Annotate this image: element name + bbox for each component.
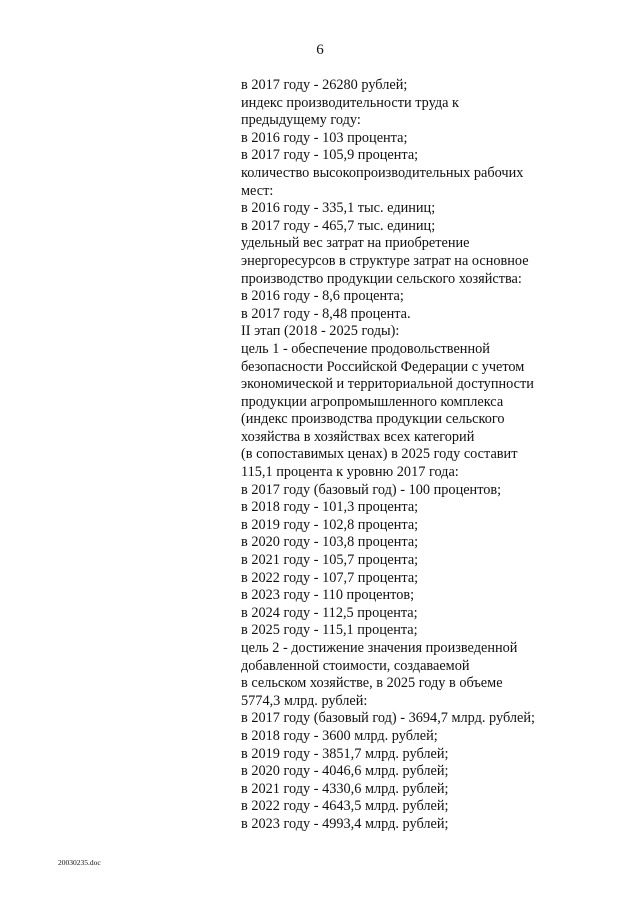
text-line: в 2016 году - 8,6 процента; <box>241 288 404 305</box>
text-line: удельный вес затрат на приобретение <box>241 235 470 252</box>
text-line: в 2023 году - 110 процентов; <box>241 587 415 604</box>
text-line: мест: <box>241 182 274 199</box>
text-line: в 2017 году (базовый год) - 100 процентов; <box>241 481 502 498</box>
text-line: в 2017 году - 105,9 процента; <box>241 147 419 164</box>
text-line: в 2021 году - 4330,6 млрд. рублей; <box>241 780 449 797</box>
text-line: в 2021 году - 105,7 процента; <box>241 552 419 569</box>
text-line: (в сопоставимых ценах) в 2025 году составит <box>241 446 518 463</box>
text-line: в 2017 году - 8,48 процента. <box>241 305 411 322</box>
text-line: 5774,3 млрд. рублей: <box>241 692 368 709</box>
text-line: в 2017 году (базовый год) - 3694,7 млрд. рублей; <box>241 710 535 727</box>
text-line: цель 1 - обеспечение продовольственной <box>241 340 490 357</box>
text-line: в 2016 году - 103 процента; <box>241 129 408 146</box>
text-line: в 2020 году - 103,8 процента; <box>241 534 419 551</box>
text-line: в сельском хозяйстве, в 2025 году в объеме <box>241 675 503 692</box>
text-line: в 2020 году - 4046,6 млрд. рублей; <box>241 763 449 780</box>
text-line: в 2019 году - 102,8 процента; <box>241 516 419 533</box>
text-line: (индекс производства продукции сельского <box>241 411 505 428</box>
page-number: 6 <box>316 42 324 58</box>
text-line: в 2018 году - 3600 млрд. рублей; <box>241 727 438 744</box>
text-line: предыдущему году: <box>241 112 361 129</box>
text-line: хозяйства в хозяйствах всех категорий <box>241 428 475 445</box>
text-line: количество высокопроизводительных рабочих <box>241 164 524 181</box>
text-line: цель 2 - достижение значения произведенной <box>241 640 518 656</box>
text-line: в 2022 году - 4643,5 млрд. рублей; <box>241 798 449 815</box>
text-line: добавленной стоимости, создаваемой <box>241 657 470 674</box>
text-line: в 2023 году - 4993,4 млрд. рублей; <box>241 815 449 832</box>
text-line: в 2016 году - 335,1 тыс. единиц; <box>241 200 436 217</box>
text-line: энергоресурсов в структуре затрат на основное <box>241 252 529 269</box>
document-body <box>241 77 633 834</box>
stage-heading: II этап (2018 - 2025 годы): <box>241 323 400 340</box>
text-line: экономической и территориальной доступности <box>241 376 534 393</box>
text-line: безопасности Российской Федерации с учетом <box>241 358 525 375</box>
text-line: в 2018 году - 101,3 процента; <box>241 499 419 516</box>
text-line: в 2017 году - 26280 рублей; <box>241 77 408 93</box>
text-line: в 2024 году - 112,5 процента; <box>241 604 418 621</box>
footer-filename: 20030235.doc <box>58 858 101 867</box>
text-line: в 2019 году - 3851,7 млрд. рублей; <box>241 745 449 762</box>
text-line: производство продукции сельского хозяйства: <box>241 270 522 287</box>
text-line: в 2022 году - 107,7 процента; <box>241 569 419 586</box>
text-line: индекс производительности труда к <box>241 94 459 111</box>
text-line: продукции агропромышленного комплекса <box>241 393 504 410</box>
text-line: в 2025 году - 115,1 процента; <box>241 622 418 639</box>
text-line: 115,1 процента к уровню 2017 года: <box>241 464 459 481</box>
text-line: в 2017 году - 465,7 тыс. единиц; <box>241 217 436 234</box>
